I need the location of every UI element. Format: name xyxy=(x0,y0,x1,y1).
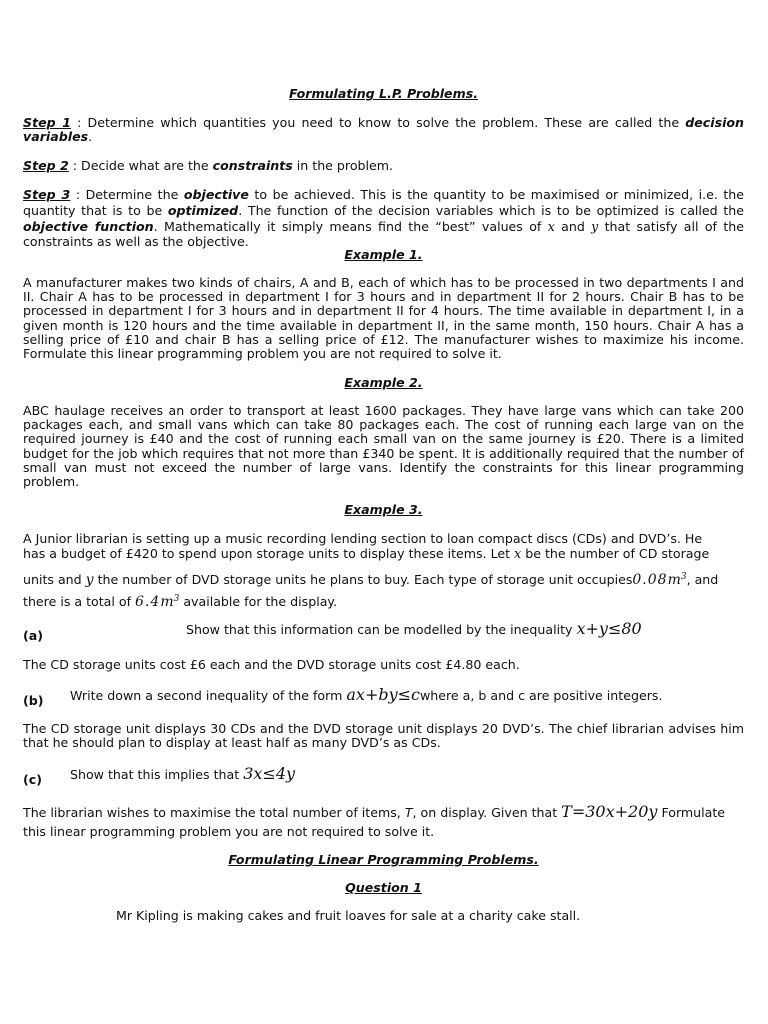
step3-label: Step 3 xyxy=(23,187,71,202)
example3-volume-cd: 0.08 xyxy=(632,572,668,589)
example3-unit-cubed: 3 xyxy=(680,572,687,582)
example3-line1: A Junior librarian is setting up a music recording lending section to loan compact discs (CDs) and DVD’s. He xyxy=(23,531,703,546)
question1-text: Mr Kipling is making cakes and fruit loaves for sale at a charity cake stall. xyxy=(116,908,581,923)
example3-line4-b: available for the display. xyxy=(179,594,338,610)
example3-line2 xyxy=(23,547,709,561)
step2-paragraph xyxy=(23,159,744,173)
cost-text: The CD storage units cost £6 each and the DVD storage units cost £4.80 each. xyxy=(23,657,520,672)
example3-var-y: y xyxy=(85,572,94,589)
step3-bold-optimized: optimized xyxy=(167,202,239,218)
example3-total-unit-cubed: 3 xyxy=(173,594,180,604)
step1-text: : Determine which quantities you need to know to solve the problem. These are called the xyxy=(70,115,686,130)
part-a-text: Show that this information can be modelled by the inequality xyxy=(186,622,577,637)
example3-unit-m: m xyxy=(667,572,681,589)
final-line2: this linear programming problem you are not required to solve it. xyxy=(23,824,435,839)
section2-title xyxy=(23,853,744,867)
example2-text: ABC haulage receives an order to transport at least 1600 packages. They have large vans which can take 200 packages each, and small vans which can take 80 packages each. The cost of running each large van on the required journey is £40 and the cost of running each small van on the same journey is £20. There is a limited budget for the job which requires that not more than £340 be spent. It is additionally required that the number of small van must not exceed the number of large vans. Identify the constraints for this linear programming problem. xyxy=(23,403,744,490)
part-a-inequality: x+y≤80 xyxy=(576,619,642,638)
part-c-inequality: 3x≤4y xyxy=(243,764,296,783)
example3-line4-a: there is a total of xyxy=(23,594,136,610)
step3-text-2: to be achieved. This is the quantity to be maximised or minimized, i.e. the quantity that is to be xyxy=(23,187,745,218)
final-text-c: Formulate xyxy=(657,805,726,820)
title-text: Formulating L.P. Problems. xyxy=(288,86,479,101)
part-c-label: (c) xyxy=(23,772,42,787)
part-b-text: Write down a second inequality of the form xyxy=(70,688,347,703)
step2-text: : Decide what are the xyxy=(68,158,213,173)
example3-line3 xyxy=(23,570,718,587)
example3-var-x: x xyxy=(514,546,522,561)
question1-heading xyxy=(23,881,744,895)
step3-text-1: : Determine the xyxy=(70,187,184,202)
step3-var-x: x xyxy=(547,218,555,234)
step2-label: Step 2 xyxy=(23,158,69,173)
example3-heading-text: Example 3. xyxy=(344,502,423,517)
part-a-line xyxy=(186,619,642,638)
example3-total-unit-m: m xyxy=(160,594,174,611)
step3-paragraph xyxy=(23,187,744,250)
example3-line2-a: has a budget of £420 to spend upon storage units to display these items. Let xyxy=(23,546,515,561)
example2-heading-text: Example 2. xyxy=(344,375,423,390)
final-var-T: T xyxy=(404,805,413,820)
step3-text-4: . Mathematically it simply means find the “best” values of xyxy=(153,218,548,234)
question1-heading-text: Question 1 xyxy=(345,880,422,895)
step1-label: Step 1 xyxy=(23,115,71,130)
example3-line2-b: be the number of CD storage xyxy=(521,546,710,561)
final-objective: T=30x+20y xyxy=(561,802,658,821)
step3-bold-objective: objective xyxy=(183,187,249,202)
example1-heading-text: Example 1. xyxy=(344,247,423,262)
part-c-line xyxy=(70,764,296,783)
part-c-text: Show that this implies that xyxy=(70,767,244,782)
part-b-inequality: ax+by≤c xyxy=(346,685,420,704)
final-text-b: , on display. Given that xyxy=(412,805,562,820)
final-line1 xyxy=(23,802,726,821)
example1-heading xyxy=(23,248,744,262)
part-a-label: (a) xyxy=(23,628,44,643)
example3-line3-b: the number of DVD storage units he plans to buy. Each type of storage unit occupies xyxy=(93,572,633,588)
step1-paragraph xyxy=(23,116,744,144)
document-title xyxy=(23,87,744,101)
step3-bold-objective-function: objective function xyxy=(23,218,154,234)
example3-line4 xyxy=(23,592,337,609)
step1-end: . xyxy=(88,129,93,145)
example3-total-volume: 6.4 xyxy=(135,594,161,611)
step3-text-5: and xyxy=(554,218,592,234)
example3-heading xyxy=(23,503,744,517)
part-b-line xyxy=(70,685,663,704)
step3-text-3: . The function of the decision variables which is to be optimized is called the xyxy=(238,202,744,218)
section2-title-text: Formulating Linear Programming Problems. xyxy=(228,852,539,867)
display-text: The CD storage unit displays 30 CDs and the DVD storage unit displays 20 DVD’s. The chief librarian advises him that he should plan to display at least half as many DVD’s as CDs. xyxy=(23,721,744,751)
step2-bold: constraints xyxy=(212,158,293,173)
step2-end: in the problem. xyxy=(292,158,394,173)
example3-line3-c: , and xyxy=(686,572,719,588)
final-text-a: The librarian wishes to maximise the total number of items, xyxy=(23,805,405,820)
example3-line3-a: units and xyxy=(23,572,86,588)
example1-text: A manufacturer makes two kinds of chairs, A and B, each of which has to be processed in two departments I and II. Chair A has to be processed in department I for 3 hours and in department II for 2 hours. Chair B has to be processed in department I for 3 hours and in department II for 4 hours. The time available in department I, in a given month is 120 hours and the time available in department II, in the same month, 150 hours. Chair A has a selling price of £10 and chair B has a selling price of £12. The manufacturer wishes to maximize his income. Formulate this linear programming problem you are not required to solve it. xyxy=(23,275,744,362)
part-b-text-2: where a, b and c are positive integers. xyxy=(420,688,663,703)
step3-var-y: y xyxy=(591,218,599,234)
step3-text-6: that satisfy all of the constraints as well as the objective. xyxy=(23,218,744,250)
example2-heading xyxy=(23,376,744,390)
part-b-label: (b) xyxy=(23,693,44,708)
step1-bold: decision variables xyxy=(23,115,745,145)
